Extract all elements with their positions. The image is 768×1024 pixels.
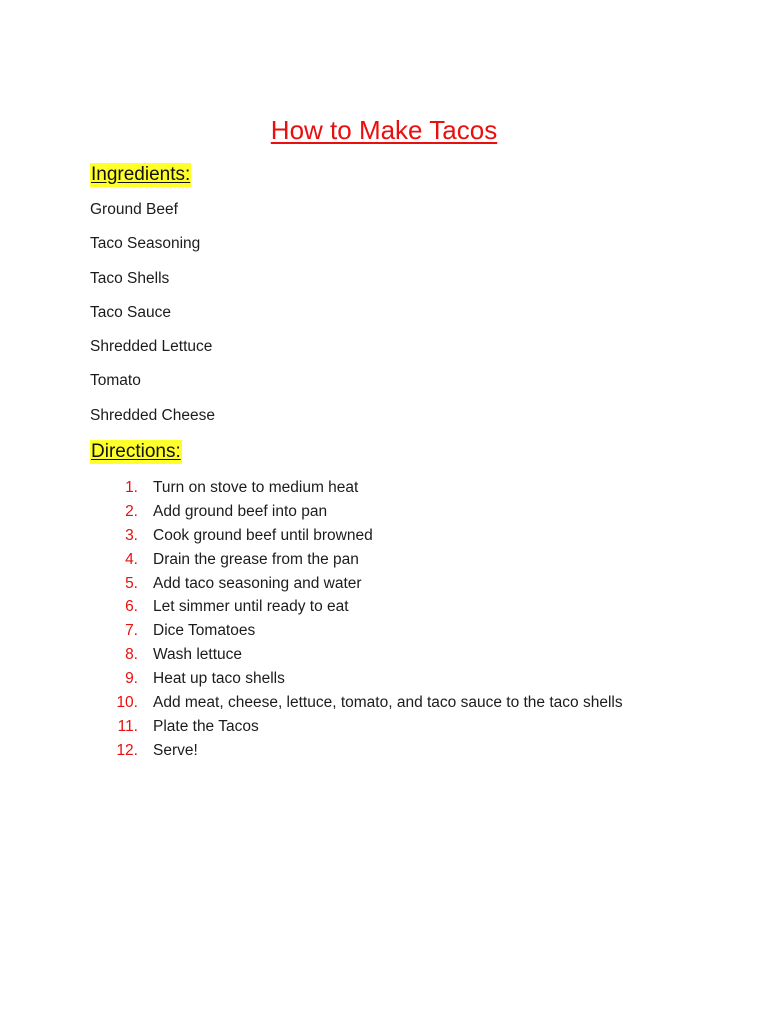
step-number: 1. — [125, 479, 138, 496]
step-text: Turn on stove to medium heat — [153, 479, 359, 496]
ingredient-item: Ground Beef — [90, 201, 178, 218]
ingredient-item: Taco Sauce — [90, 303, 171, 321]
direction-step — [90, 715, 623, 739]
step-number: 4. — [125, 550, 138, 568]
step-text: Serve! — [153, 741, 198, 759]
step-number: 3. — [125, 526, 138, 544]
direction-step — [90, 619, 623, 643]
ingredient-item: Shredded Cheese — [90, 406, 215, 424]
ingredients-list — [90, 198, 215, 438]
direction-step — [90, 500, 623, 524]
step-number: 6. — [125, 598, 138, 616]
direction-step — [90, 691, 623, 715]
step-text: Add ground beef into pan — [153, 502, 328, 520]
direction-step — [90, 595, 623, 619]
direction-step — [90, 524, 623, 548]
direction-step — [90, 476, 623, 500]
step-number: 8. — [125, 646, 138, 664]
directions-list — [90, 476, 623, 763]
step-text: Cook ground beef until browned — [153, 526, 373, 544]
step-number: 2. — [125, 502, 138, 520]
step-number: 12. — [116, 741, 138, 759]
step-text: Let simmer until ready to eat — [153, 598, 349, 616]
ingredient-item: Taco Shells — [90, 269, 170, 287]
direction-step — [90, 643, 623, 667]
direction-step — [90, 572, 623, 596]
direction-step — [90, 739, 623, 763]
direction-step — [90, 548, 623, 572]
step-text: Heat up taco shells — [153, 670, 285, 688]
step-text: Drain the grease from the pan — [153, 550, 359, 568]
ingredient-item: Tomato — [90, 372, 141, 390]
directions-heading: Directions: — [91, 441, 181, 462]
ingredients-heading: Ingredients: — [91, 164, 191, 185]
ingredient-item: Shredded Lettuce — [90, 338, 213, 356]
step-text: Add taco seasoning and water — [153, 574, 362, 592]
step-text: Plate the Tacos — [153, 717, 259, 735]
step-number: 11. — [117, 717, 138, 735]
page-title: How to Make Tacos — [270, 115, 498, 145]
step-number: 5. — [125, 574, 138, 592]
step-number: 9. — [125, 670, 138, 688]
step-text: Dice Tomatoes — [153, 622, 256, 640]
ingredient-item: Taco Seasoning — [90, 235, 201, 253]
step-text: Add meat, cheese, lettuce, tomato, and taco sauce to the taco shells — [153, 694, 623, 712]
step-number: 10. — [116, 694, 138, 712]
direction-step — [90, 667, 623, 691]
step-text: Wash lettuce — [153, 646, 243, 664]
step-number: 7. — [125, 622, 138, 640]
